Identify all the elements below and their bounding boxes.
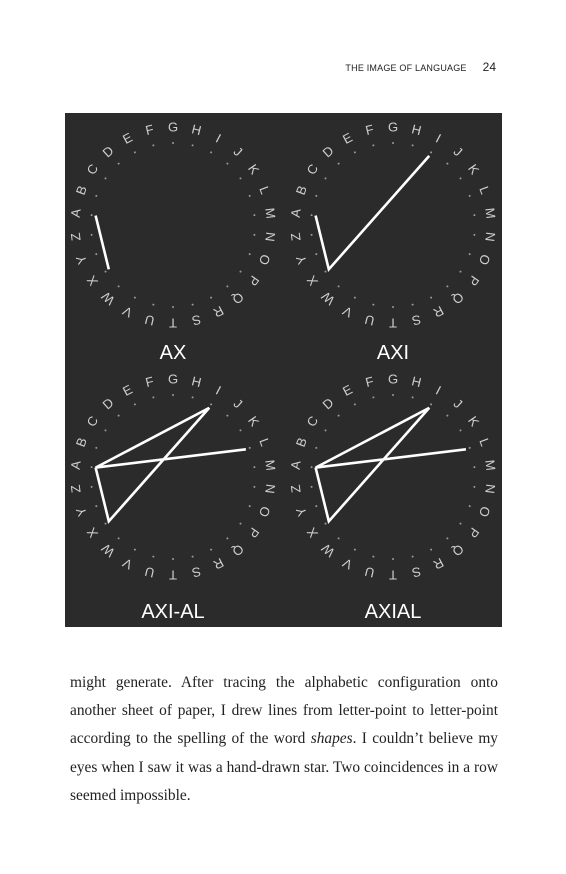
letter-c: C — [83, 161, 102, 178]
letter-dot — [325, 523, 327, 525]
letter-b: B — [292, 435, 310, 449]
letter-x: X — [303, 524, 322, 541]
letter-dot — [446, 285, 448, 287]
letter-dot — [311, 466, 313, 468]
letter-dot — [226, 163, 228, 165]
letter-dot — [105, 271, 107, 273]
letter-dot — [412, 144, 414, 146]
letter-v: V — [340, 303, 355, 321]
letter-dot — [372, 304, 374, 306]
letter-dot — [315, 195, 317, 197]
letter-dot — [118, 163, 120, 165]
letter-y: Y — [292, 505, 310, 519]
letter-dot — [172, 142, 174, 144]
letter-k: K — [465, 413, 483, 430]
letter-r: R — [210, 554, 227, 573]
letter-dot — [210, 403, 212, 405]
letter-q: Q — [229, 289, 247, 308]
letter-dot — [338, 285, 340, 287]
letter-u: U — [363, 563, 376, 581]
letter-dot — [315, 253, 317, 255]
letter-h: H — [190, 121, 203, 139]
letter-b: B — [292, 183, 310, 197]
letter-dot — [249, 505, 251, 507]
letter-d: D — [99, 394, 117, 413]
letter-dot — [325, 177, 327, 179]
letter-t: T — [169, 315, 177, 331]
letter-q: Q — [229, 541, 247, 560]
letter-dot — [95, 195, 97, 197]
letter-h: H — [410, 373, 423, 391]
letter-dot — [105, 523, 107, 525]
letter-dot — [392, 142, 394, 144]
letter-dot — [325, 271, 327, 273]
letter-u: U — [143, 563, 156, 581]
letter-dot — [152, 556, 154, 558]
letter-dot — [392, 394, 394, 396]
letter-dot — [354, 403, 356, 405]
letter-g: G — [167, 119, 179, 135]
paragraph-text-end: . I couldn’t believe my eyes when I saw it was a hand-drawn star. Two coincidences in a row seemed impossible. — [70, 730, 498, 804]
letter-j: J — [230, 143, 246, 160]
letter-dot — [249, 253, 251, 255]
letter-v: V — [340, 555, 355, 573]
letter-q: Q — [449, 289, 467, 308]
letter-dot — [118, 415, 120, 417]
letter-dot — [134, 403, 136, 405]
letter-dot — [91, 214, 93, 216]
letter-x: X — [303, 272, 322, 289]
letter-dot — [210, 151, 212, 153]
letter-z: Z — [67, 231, 84, 242]
letter-dot — [134, 549, 136, 551]
letter-dot — [412, 304, 414, 306]
letter-dot — [354, 297, 356, 299]
letter-s: S — [410, 563, 423, 581]
letter-x: X — [83, 272, 102, 289]
letter-n: N — [262, 483, 279, 495]
body-paragraph — [70, 669, 498, 810]
letter-dot — [226, 415, 228, 417]
letter-dot — [253, 214, 255, 216]
letter-z: Z — [287, 231, 304, 242]
letter-h: H — [410, 121, 423, 139]
letter-dot — [118, 537, 120, 539]
letter-dot — [134, 151, 136, 153]
letter-dot — [469, 505, 471, 507]
letter-dot — [392, 306, 394, 308]
letter-dot — [105, 177, 107, 179]
letter-dot — [91, 486, 93, 488]
letter-j: J — [450, 143, 466, 160]
letter-t: T — [389, 567, 397, 583]
letter-k: K — [465, 161, 483, 178]
letter-m: M — [482, 458, 499, 472]
letter-b: B — [72, 435, 90, 449]
letter-t: T — [389, 315, 397, 331]
letter-dot — [469, 253, 471, 255]
panel-word-label: AXIAL — [364, 601, 422, 623]
letter-dot — [430, 403, 432, 405]
letter-s: S — [410, 311, 423, 329]
letter-w: W — [98, 540, 118, 561]
letter-dot — [372, 556, 374, 558]
letter-k: K — [245, 161, 263, 178]
letter-o: O — [255, 504, 274, 520]
letter-d: D — [99, 142, 117, 161]
letter-dot — [412, 556, 414, 558]
letter-dot — [412, 396, 414, 398]
letter-w: W — [98, 288, 118, 309]
letter-a: A — [67, 459, 84, 471]
panel-word-label: AXI — [376, 342, 410, 364]
letter-s: S — [190, 311, 203, 329]
letter-x: X — [83, 524, 102, 541]
letter-s: S — [190, 563, 203, 581]
letter-v: V — [120, 555, 135, 573]
letter-d: D — [319, 142, 337, 161]
running-head-title: THE IMAGE OF LANGUAGE — [345, 63, 467, 73]
letter-i: I — [433, 130, 444, 146]
letter-f: F — [143, 121, 156, 139]
letter-dot — [446, 415, 448, 417]
letter-l: L — [476, 436, 493, 449]
letter-dot — [460, 271, 462, 273]
letter-dot — [473, 466, 475, 468]
letter-dot — [315, 447, 317, 449]
letter-n: N — [262, 231, 279, 243]
letter-c: C — [303, 161, 322, 178]
letter-dot — [172, 306, 174, 308]
letter-m: M — [482, 206, 499, 220]
letter-r: R — [430, 554, 447, 573]
letter-g: G — [387, 371, 399, 387]
letter-g: G — [167, 371, 179, 387]
letter-dot — [95, 253, 97, 255]
letter-dot — [311, 234, 313, 236]
letter-j: J — [450, 395, 466, 412]
letter-m: M — [262, 206, 279, 220]
letter-dot — [469, 447, 471, 449]
letter-dot — [338, 163, 340, 165]
letter-dot — [311, 214, 313, 216]
letter-dot — [253, 234, 255, 236]
letter-k: K — [245, 413, 263, 430]
letter-dot — [210, 297, 212, 299]
letter-dot — [460, 429, 462, 431]
letter-dot — [152, 144, 154, 146]
letter-l: L — [476, 184, 493, 197]
letter-o: O — [255, 252, 274, 268]
letter-m: M — [262, 458, 279, 472]
letter-a: A — [67, 207, 84, 219]
letter-l: L — [256, 184, 273, 197]
body-text — [70, 669, 498, 810]
letter-dot — [91, 466, 93, 468]
letter-dot — [105, 429, 107, 431]
letter-dot — [325, 429, 327, 431]
letter-dot — [469, 195, 471, 197]
letter-c: C — [303, 413, 322, 430]
letter-dot — [311, 486, 313, 488]
letter-i: I — [433, 382, 444, 398]
letter-dot — [210, 549, 212, 551]
letter-dot — [249, 447, 251, 449]
panel-word-label: AXI-AL — [141, 601, 205, 623]
letter-dot — [338, 415, 340, 417]
letter-dot — [226, 285, 228, 287]
letter-f: F — [363, 121, 376, 139]
figure-background — [65, 113, 502, 627]
letter-i: I — [213, 382, 224, 398]
letter-dot — [315, 505, 317, 507]
letter-q: Q — [449, 541, 467, 560]
figure-canvas — [65, 113, 502, 627]
letter-d: D — [319, 394, 337, 413]
letter-n: N — [482, 483, 499, 495]
letter-dot — [192, 144, 194, 146]
letter-dot — [118, 285, 120, 287]
letter-dot — [240, 523, 242, 525]
letter-n: N — [482, 231, 499, 243]
letter-dot — [253, 466, 255, 468]
letter-dot — [134, 297, 136, 299]
letter-y: Y — [292, 253, 310, 267]
paragraph-italic-word: shapes — [310, 730, 353, 748]
letter-dot — [473, 234, 475, 236]
letter-o: O — [475, 504, 494, 520]
panel-word-label: AX — [159, 342, 187, 364]
letter-e: E — [340, 129, 355, 147]
letter-dot — [473, 214, 475, 216]
letter-e: E — [120, 381, 135, 399]
letter-dot — [240, 177, 242, 179]
letter-dot — [372, 396, 374, 398]
letter-dot — [253, 486, 255, 488]
letter-j: J — [230, 395, 246, 412]
letter-o: O — [475, 252, 494, 268]
letter-dot — [446, 537, 448, 539]
letter-dot — [430, 151, 432, 153]
letter-g: G — [387, 119, 399, 135]
letter-dot — [430, 549, 432, 551]
letter-r: R — [210, 302, 227, 321]
letter-w: W — [318, 540, 338, 561]
letter-f: F — [143, 373, 156, 391]
letter-dot — [172, 558, 174, 560]
letter-dot — [240, 271, 242, 273]
page-number: 24 — [482, 60, 496, 74]
letter-dot — [446, 163, 448, 165]
letter-i: I — [213, 130, 224, 146]
letter-dot — [192, 396, 194, 398]
letter-v: V — [120, 303, 135, 321]
letter-a: A — [287, 459, 304, 471]
letter-dot — [95, 447, 97, 449]
letter-dot — [430, 297, 432, 299]
letter-dot — [372, 144, 374, 146]
letter-p: P — [465, 524, 483, 541]
letter-u: U — [143, 311, 156, 329]
letter-b: B — [72, 183, 90, 197]
letter-dot — [249, 195, 251, 197]
paragraph-text-start: might generate. After tracing the alphabetic configuration onto another sheet of paper, I drew lines from letter-point to letter-point according to the spelling of the word — [70, 674, 498, 748]
letter-dot — [152, 396, 154, 398]
letter-p: P — [245, 524, 263, 541]
letter-dot — [172, 394, 174, 396]
letter-r: R — [430, 302, 447, 321]
letter-u: U — [363, 311, 376, 329]
letter-dot — [192, 304, 194, 306]
letter-dot — [460, 177, 462, 179]
letter-y: Y — [72, 505, 90, 519]
letter-e: E — [340, 381, 355, 399]
letter-z: Z — [287, 483, 304, 494]
letter-dot — [392, 558, 394, 560]
running-header — [345, 60, 496, 74]
letter-dot — [226, 537, 228, 539]
letter-z: Z — [67, 483, 84, 494]
letter-dot — [240, 429, 242, 431]
letter-dot — [460, 523, 462, 525]
letter-dot — [95, 505, 97, 507]
letter-c: C — [83, 413, 102, 430]
letter-l: L — [256, 436, 273, 449]
letter-f: F — [363, 373, 376, 391]
letter-dot — [473, 486, 475, 488]
letter-p: P — [465, 272, 483, 289]
alphabet-circle-figure — [65, 113, 502, 627]
letter-dot — [338, 537, 340, 539]
letter-h: H — [190, 373, 203, 391]
letter-e: E — [120, 129, 135, 147]
letter-dot — [152, 304, 154, 306]
letter-dot — [354, 549, 356, 551]
letter-dot — [91, 234, 93, 236]
letter-p: P — [245, 272, 263, 289]
letter-dot — [192, 556, 194, 558]
letter-w: W — [318, 288, 338, 309]
letter-a: A — [287, 207, 304, 219]
letter-t: T — [169, 567, 177, 583]
letter-dot — [354, 151, 356, 153]
letter-y: Y — [72, 253, 90, 267]
